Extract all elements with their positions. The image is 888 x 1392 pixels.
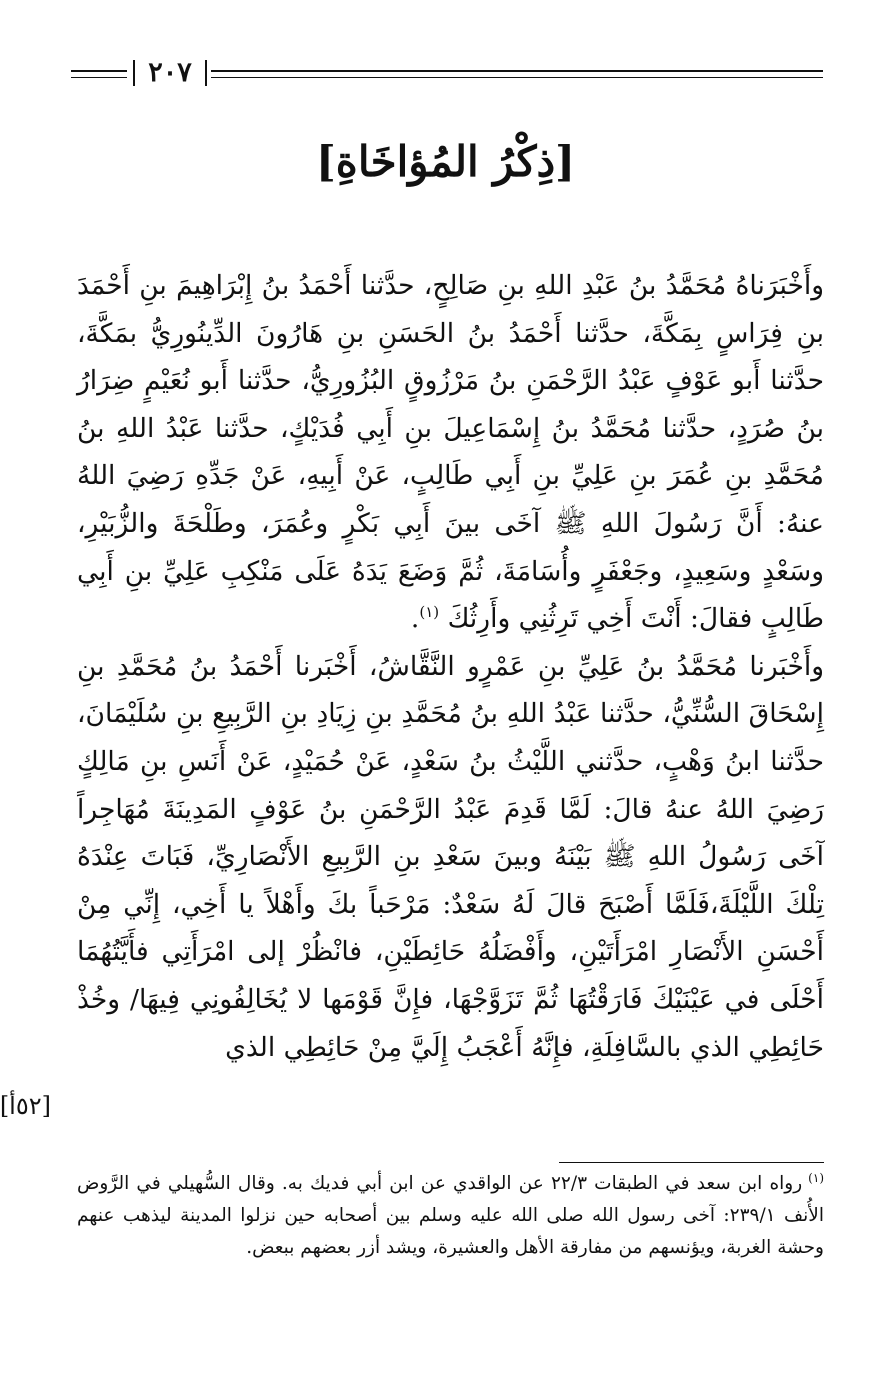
manuscript-folio-marker: [٥٢أ] — [0, 1092, 51, 1120]
main-text — [77, 262, 824, 1071]
footnote — [77, 1168, 824, 1264]
section-title: [ذِكْرُ المُؤاخَاةِ] — [315, 137, 576, 186]
footnote-text: رواه ابن سعد في الطبقات ٢٢/٣ عن الواقدي عن ابن أبي فديك به. وقال السُّهيلي في الرَّوض الأُنف ٢٣٩/١: آخى رسول الله صلى الله عليه وسلم بين أصحابه حين نزلوا المدينة ليذهب عنهم وحشة الغربة، ويؤنسهم من مفارقة الأهل والعشيرة، ويشد أزر بعضهم ببعض. — [77, 1173, 824, 1258]
footnote-marker: (١) — [808, 1170, 824, 1185]
paragraph — [77, 262, 824, 643]
paragraph — [77, 643, 824, 1071]
header-rule-right — [211, 70, 823, 78]
footnote-separator — [559, 1162, 824, 1163]
paragraph-text: وأَخْبَرنا مُحَمَّدُ بنُ عَلِيِّ بنِ عَمْرٍو النَّقَّاشُ، أَخْبَرنا أَحْمَدُ بنُ مُحَمَّدِ بنِ إِسْحَاقَ السُّنِّيُّ، حدَّثنا عَبْدُ اللهِ بنُ مُحَمَّدِ بنِ زِيَادِ بنِ الرَّبِيعِ بنِ سُلَيْمَانَ، حدَّثنا ابنُ وَهْبٍ، حدَّثني اللَّيْثُ بنُ سَعْدٍ، عَنْ حُمَيْدٍ، عَنْ أَنَسِ بنِ مَالِكٍ رَضِيَ اللهُ عنهُ قالَ: لَمَّا قَدِمَ عَبْدُ الرَّحْمَنِ بنُ عَوْفٍ المَدِينَةَ مُهَاجِراً آخَى رَسُولُ اللهِ ﷺ بَيْنَهُ وبينَ سَعْدِ بنِ الرَّبِيعِ الأَنْصَارِيِّ، فَبَاتَ عِنْدَهُ تِلْكَ اللَّيْلَةَ،فَلَمَّا أَصْبَحَ قالَ لَهُ سَعْدٌ: مَرْحَباً بكَ وأَهْلاً يا أَخِي، إِنِّي مِنْ أَحْسَنِ الأَنْصَارِ امْرَأَتَيْنِ، وأَفْضَلُهُ حَائِطَيْنِ، فانْظُرْ إلى امْرَأَتِي فأَيَّتُهُمَا أَحْلَى في عَيْنَيْكَ فَارَقْتُهَا ثُمَّ تَزَوَّجْهَا، فإِنَّ قَوْمَها لا يُخَالِفُونِي فِيهَا/ وخُذْ حَائِطِي الذي بالسَّافِلَةِ، فإِنَّهُ أَعْجَبُ إِلَيَّ مِنْ حَائِطِي الذي — [77, 650, 824, 1063]
header-rule-left — [71, 70, 127, 78]
page-number: ٢٠٧ — [148, 57, 192, 88]
paragraph-text: وأَخْبَرَناهُ مُحَمَّدُ بنُ عَبْدِ اللهِ بنِ صَالِحٍ، حدَّثنا أَحْمَدُ بنُ إِبْرَاهِيمَ بنِ أَحْمَدَ بنِ فِرَاسٍ بِمَكَّةَ، حدَّثنا أَحْمَدُ بنُ الحَسَنِ بنِ هَارُونَ الدِّينُورِيُّ بمَكَّةَ، حدَّثنا أَبو عَوْفٍ عَبْدُ الرَّحْمَنِ بنُ مَرْزُوقٍ البُزُورِيُّ، حدَّثنا أَبو نُعَيْمٍ ضِرَارُ بنُ صُرَدٍ، حدَّثنا مُحَمَّدُ بنُ إِسْمَاعِيلَ بنِ أَبِي فُدَيْكٍ، حدَّثنا عَبْدُ اللهِ بنُ مُحَمَّدِ بنِ عُمَرَ بنِ عَلِيِّ بنِ أَبِي طَالِبٍ، عَنْ أَبِيهِ، عَنْ جَدِّهِ رَضِيَ اللهُ عنهُ: أَنَّ رَسُولَ اللهِ ﷺ آخَى بينَ أَبِي بَكْرٍ وعُمَرَ، وطَلْحَةَ والزُّبَيْرِ، وسَعْدٍ وسَعِيدٍ، وجَعْفَرٍ وأُسَامَةَ، ثُمَّ وَضَعَ يَدَهُ عَلَى مَنْكِبِ عَلِيِّ بنِ أَبِي طَالِبٍ فقالَ: أَنْتَ أَخِي تَرِثُنِي وأَرِثُكَ — [77, 270, 824, 635]
header-divider — [205, 60, 207, 86]
header-divider — [133, 60, 135, 86]
page-header — [71, 56, 823, 90]
paragraph-end: . — [410, 603, 420, 635]
footnote-reference[interactable]: (١) — [419, 603, 440, 622]
